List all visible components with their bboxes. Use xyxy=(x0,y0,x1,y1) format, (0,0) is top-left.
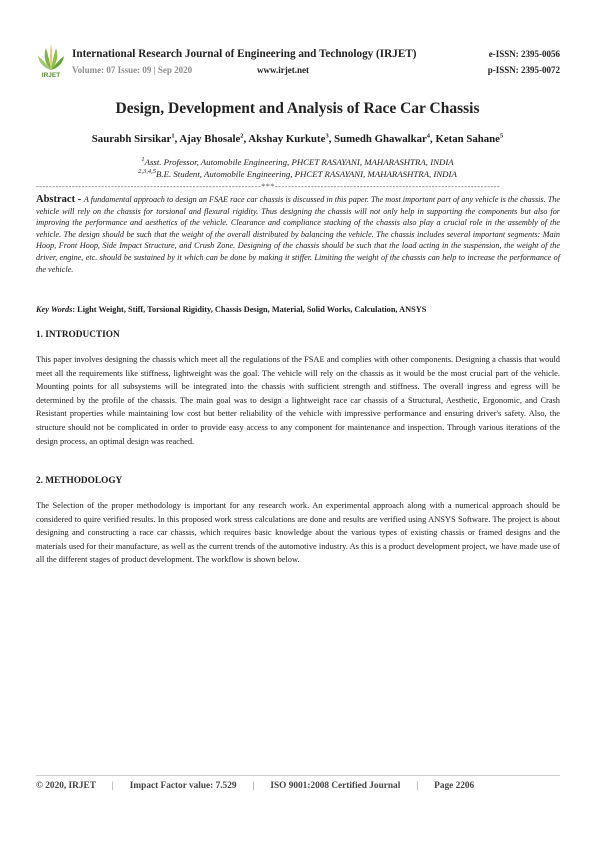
section-heading-methodology: 2. METHODOLOGY xyxy=(36,476,123,486)
separator-stars: *** xyxy=(261,182,276,191)
eissn: e-ISSN: 2395-0056 xyxy=(488,49,560,59)
paper-title: Design, Development and Analysis of Race Car Chassis xyxy=(115,100,480,117)
author: Akshay Kurkute$^3$, xyxy=(248,132,335,145)
footer-separator: | xyxy=(252,781,255,791)
author: Sumedh Ghawalkar$^4$, xyxy=(334,132,436,145)
author-list xyxy=(0,133,595,145)
affiliation: $^1$Asst. Professor, Automobile Engineering, PHCET RASAYANI, MAHARASHTRA, INDIA xyxy=(141,156,454,167)
abstract-text: A fundamental approach to design an FSAE race car chassis is discussed in this paper. The most important part of any vehicle is the chassis. The vehicle will rely on the chassis for torsional and flexural rigidity. Thus designing the chassis will not only help in supporting the components but also for improving the performance and aesthetics of the vehicle. Clearance and compliance stacking of the chassis also play a crucial role in the assembly of the vehicle. The design should be such that the weight of the overall distributed by balancing the vehicle. The chassis includes several important segments: Main Hoop, Front Hoop, Side Impact Structure, and Crush Zone. Designing of the chassis should be such that the load acting in the suspension, the weight of the driver, engine, etc. should be sustained by it which can be done by making it stiffer. Limiting the weight of the chassis can help to increase the performance of the vehicle. xyxy=(36,195,560,274)
volume-info: Volume: 07 Issue: 09 | Sep 2020 xyxy=(72,65,193,75)
keywords-label: Key Words xyxy=(36,305,73,314)
page-footer xyxy=(36,781,560,791)
logo-text: IRJET xyxy=(41,72,61,78)
keywords-text: : Light Weight, Stiff, Torsional Rigidity, Chassis Design, Material, Solid Works, Calculation, ANSYS xyxy=(72,305,427,314)
author: Saurabh Sirsikar$^1$, xyxy=(91,132,180,145)
author: Ketan Sahane$^5$ xyxy=(435,132,504,145)
footer-divider xyxy=(36,775,560,776)
methodology-paragraph: The Selection of the proper methodology is important for any research work. An experimental approach along with a numerical approach should be considered to quire verified results. In this proposed work stress calculations are done and results are verified using ANSYS Software. The project is about designing and constructing a race car chassis, which requires basic knowledge about the various types of existing chassis or framed designs and the materials used for their manufacture, as well as the current trends of the automotive industry. As this is a product development project, we have made use of all the different stages of product development. The workflow is shown below. xyxy=(36,501,560,565)
footer-separator: | xyxy=(111,781,114,791)
journal-website: www.irjet.net xyxy=(257,65,309,75)
footer-separator: | xyxy=(416,781,419,791)
separator-rule: ---------------------------------------------------------------------***--------------------------------------------------------------------- xyxy=(36,182,501,191)
footer-impact-factor: Impact Factor value: 7.529 xyxy=(129,781,237,791)
footer-page-number: Page 2206 xyxy=(434,781,475,791)
journal-title: International Research Journal of Engineering and Technology (IRJET) xyxy=(72,48,417,60)
affiliation: $^{2,3,4,5}$B.E. Student, Automobile Engineering, PHCET RASAYANI, MAHARASHTRA, INDIA xyxy=(138,168,457,179)
author: Ajay Bhosale$^2$, xyxy=(179,132,249,145)
irjet-logo-icon xyxy=(36,40,66,78)
abstract xyxy=(36,194,560,275)
footer-iso: ISO 9001:2008 Certified Journal xyxy=(270,781,401,791)
introduction-paragraph: This paper involves designing the chassis which meet all the regulations of the FSAE and complies with other components. Designing a chassis that would meet all the requirements like stiffness, lightweight was the goal. The vehicle will rely on the chassis as it would be the most crucial part of the vehicle. Mounting points for all subsystems will be integrated into the chassis with sufficient strength and stiffness. The overall ingress and egress will be determined by the profile of the chassis. The main goal was to design a lightweight race car chassis of a Structural, Aesthetic, Ergonomic, and Crash Resistant properties while maintaining low cost but better reliability of the vehicle with impressive performance and ensuring driver's safety. Also, the structure should not be complicated in order to provide easy access to any component for maintenance and inspection. Through various iterations of the design process, an optimal design was reached. xyxy=(36,355,560,446)
pissn: p-ISSN: 2395-0072 xyxy=(487,65,560,75)
footer-copyright: © 2020, IRJET xyxy=(36,781,96,791)
keywords xyxy=(36,305,560,314)
abstract-label: Abstract - xyxy=(36,194,84,205)
section-heading-introduction: 1. INTRODUCTION xyxy=(36,330,120,340)
journal-header xyxy=(36,40,560,84)
